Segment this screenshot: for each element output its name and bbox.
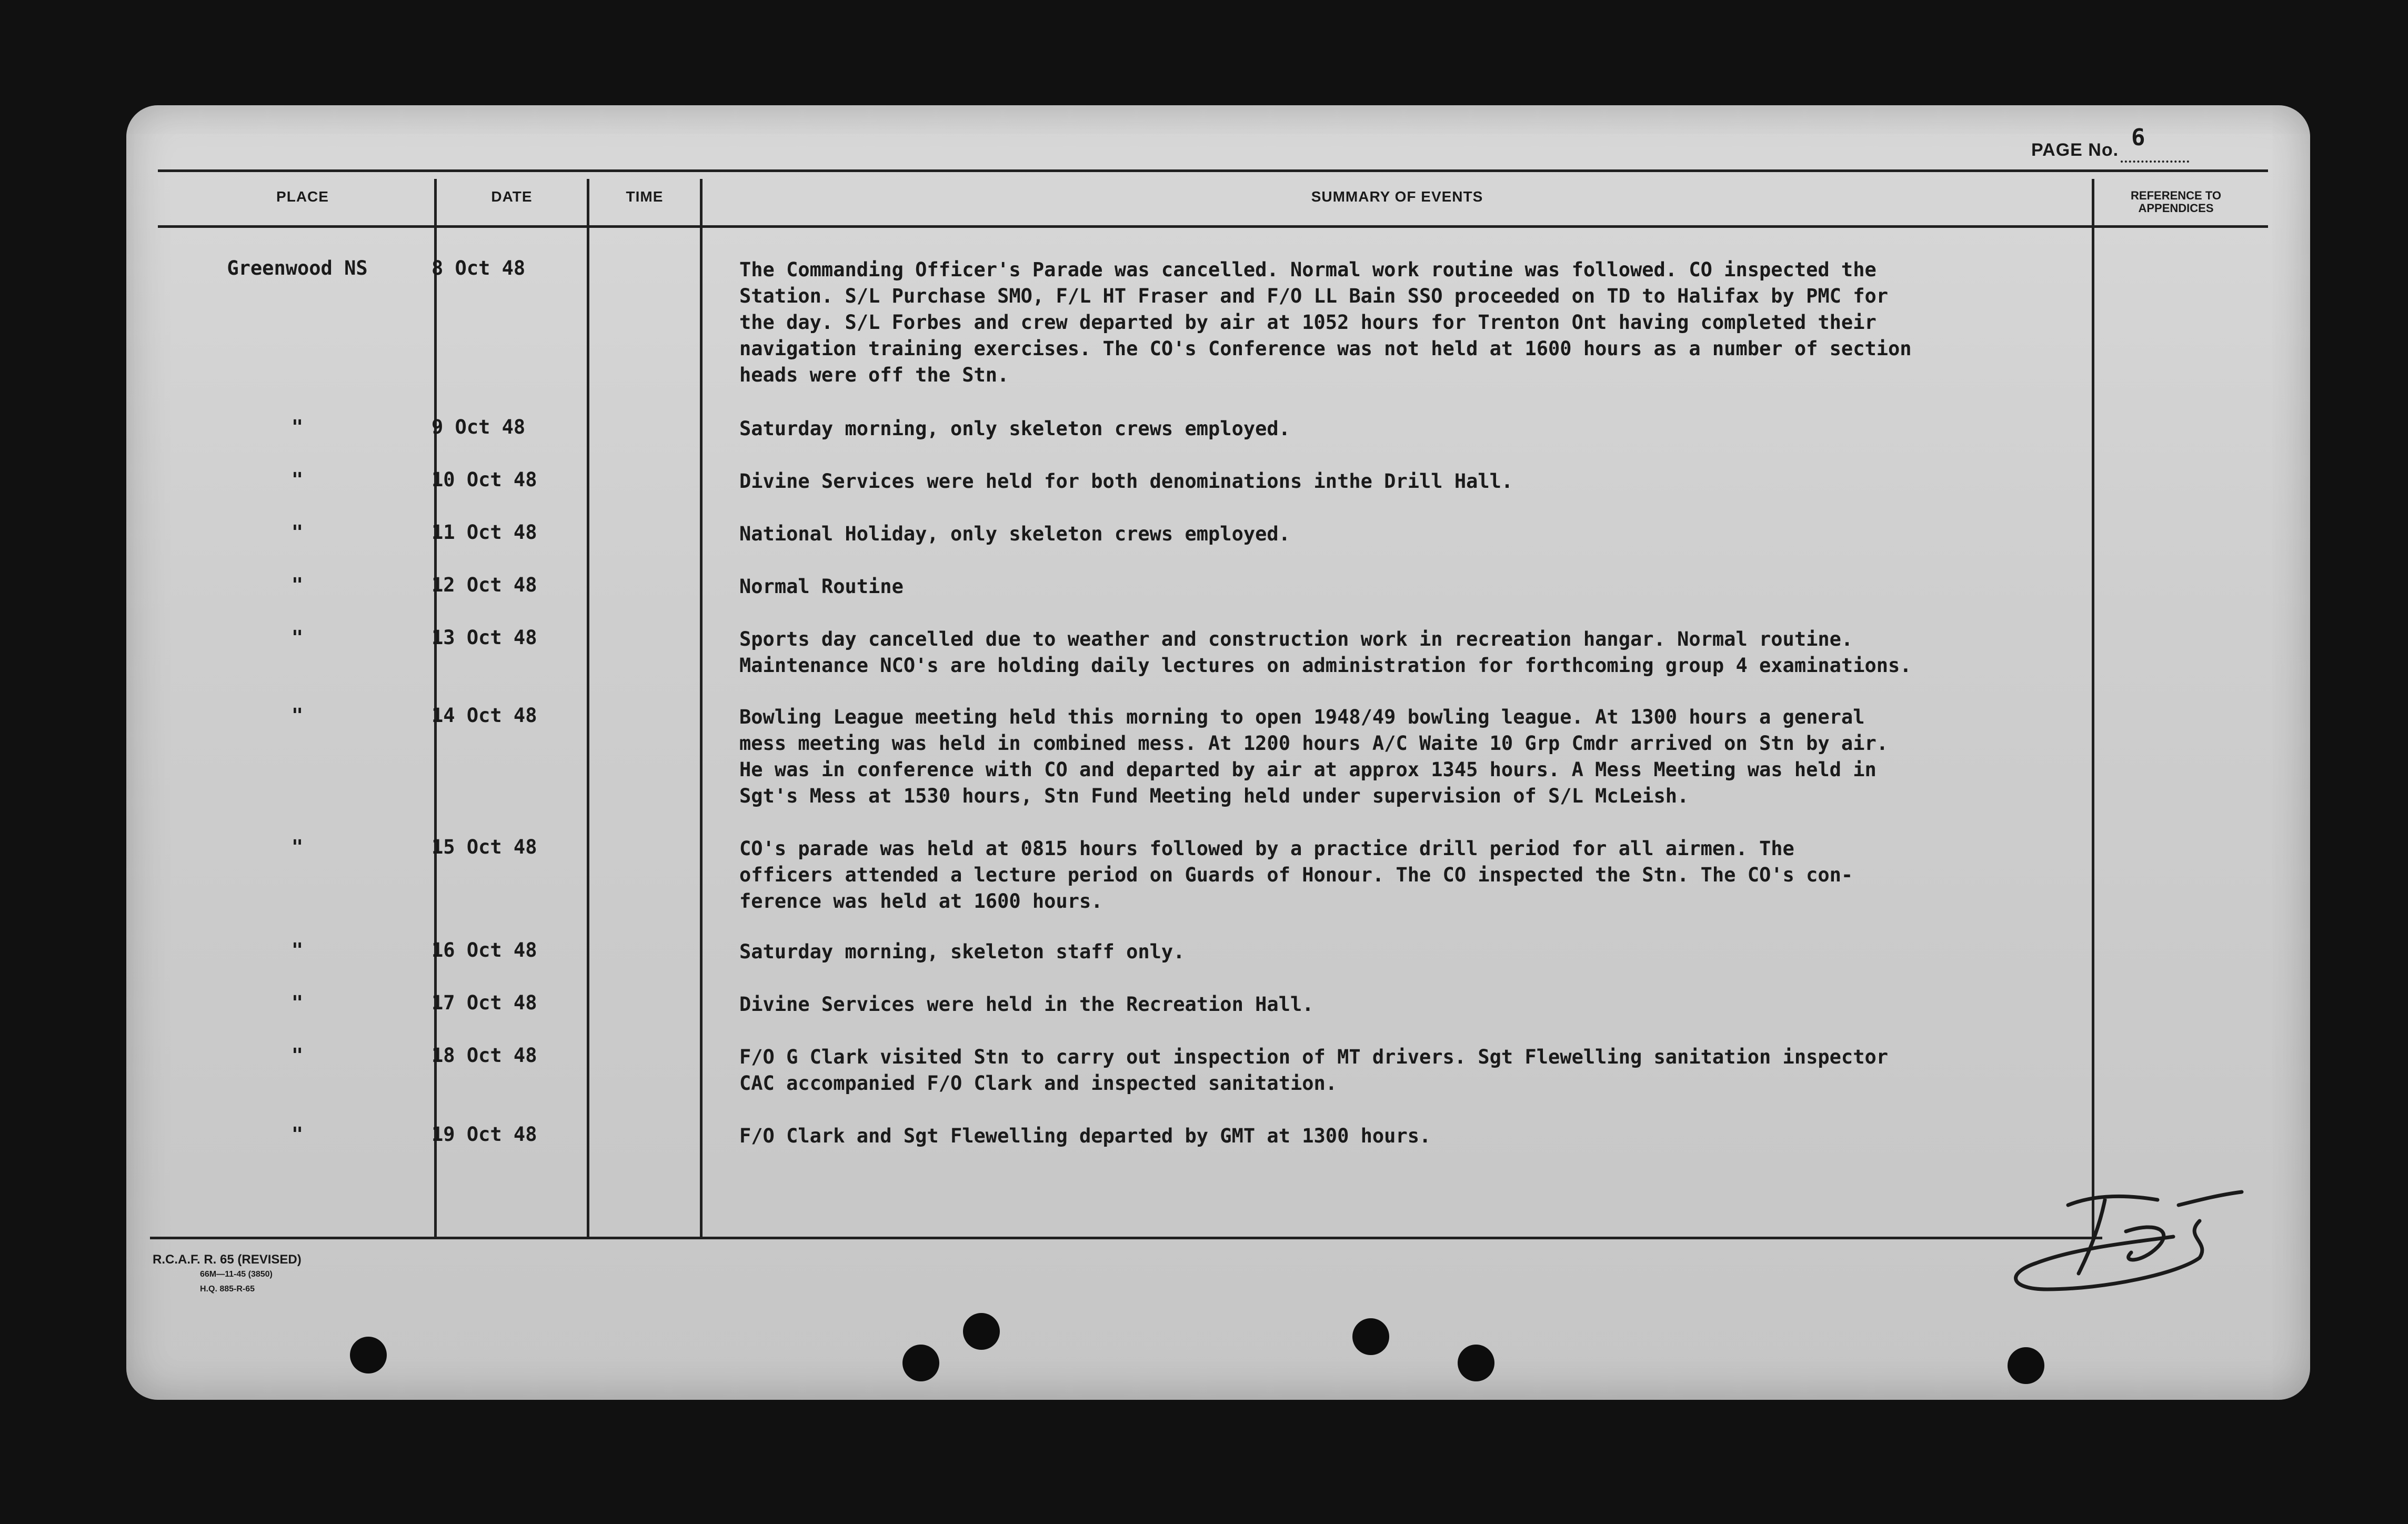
header-place: PLACE	[276, 188, 329, 205]
entry-summary: CO's parade was held at 0815 hours followed by a practice drill period for all airmen. The officers attended a lecture period on Guards of Honour. The CO inspected the Stn. The CO's con- ference was held at 1600 hours.	[739, 837, 1853, 913]
entry-summary: Divine Services were held in the Recreation Hall.	[739, 993, 1314, 1016]
form-hq-code: H.Q. 885-R-65	[200, 1285, 255, 1294]
punch-hole	[350, 1337, 387, 1373]
entry-date: 16 Oct 48	[432, 939, 537, 961]
entry-place: "	[291, 574, 304, 596]
entry-summary: Saturday morning, only skeleton crews employed.	[739, 417, 1290, 440]
header-bottom-rule	[158, 225, 2268, 228]
entry-date: 12 Oct 48	[432, 574, 537, 596]
page-number-label: PAGE No.	[2031, 140, 2119, 160]
column-divider-summary-reference	[2092, 179, 2094, 1239]
entry-summary: Sports day cancelled due to weather and construction work in recreation hangar. Normal routine. Maintenance NCO's are holding daily lectures on administration for forthcoming group 4 examinations.	[739, 628, 1912, 677]
entry-date: 17 Oct 48	[432, 991, 537, 1014]
entry-place: "	[291, 939, 304, 961]
column-divider-date-time	[587, 179, 589, 1239]
header-time: TIME	[626, 188, 664, 205]
punch-hole	[963, 1313, 1000, 1350]
header-reference: REFERENCE TO APPENDICES	[2131, 189, 2221, 215]
entry-date: 8 Oct 48	[432, 257, 526, 279]
page-number-field	[2031, 124, 2189, 163]
entry-place: "	[291, 1044, 304, 1067]
punch-hole	[902, 1345, 939, 1381]
page-number-value: 6	[2131, 124, 2146, 151]
entry-place: "	[291, 468, 304, 491]
table-top-rule	[158, 169, 2268, 172]
entry-summary: Saturday morning, skeleton staff only.	[739, 940, 1185, 963]
page-number-underline	[2121, 124, 2189, 163]
entry-place: "	[291, 416, 304, 438]
form-print-code: 66M—11-45 (3850)	[200, 1270, 273, 1279]
entry-place: "	[291, 836, 304, 858]
entry-place: "	[291, 626, 304, 649]
entry-place: "	[291, 991, 304, 1014]
header-date: DATE	[491, 188, 533, 205]
form-number: R.C.A.F. R. 65 (REVISED)	[153, 1252, 302, 1267]
handwritten-initials	[2000, 1184, 2273, 1300]
entry-date: 9 Oct 48	[432, 416, 526, 438]
form-footer	[153, 1252, 302, 1297]
entry-date: 15 Oct 48	[432, 836, 537, 858]
entry-summary: The Commanding Officer's Parade was cancelled. Normal work routine was followed. CO inspected the Station. S/L Purchase SMO, F/L HT Fraser and F/O LL Bain SSO proceeded on TD to Halifax by PMC for the day. S/L Forbes and crew departed by air at 1052 hours for Trenton Ont having completed their navigation training exercises. The CO's Conference was not held at 1600 hours as a number of section heads were off the Stn.	[739, 258, 1912, 386]
entry-place: "	[291, 704, 304, 727]
entry-date: 19 Oct 48	[432, 1123, 537, 1146]
table-bottom-rule	[150, 1237, 2102, 1239]
punch-hole	[1458, 1345, 1494, 1381]
entry-date: 11 Oct 48	[432, 521, 537, 544]
entry-summary: Bowling League meeting held this morning to open 1948/49 bowling league. At 1300 hours a general mess meeting was held in combined mess. At 1200 hours A/C Waite 10 Grp Cmdr arrived on Stn by air. He was in conference with CO and departed by air at approx 1345 hours. A Mess Meeting was held in Sgt's Mess at 1530 hours, Stn Fund Meeting held under supervision of S/L McLeish.	[739, 706, 1889, 807]
entry-summary: Normal Routine	[739, 575, 904, 598]
entry-place: Greenwood NS	[227, 257, 368, 279]
entry-date: 14 Oct 48	[432, 704, 537, 727]
entry-summary: F/O G Clark visited Stn to carry out inspection of MT drivers. Sgt Flewelling sanitation inspector CAC accompanied F/O Clark and inspected sanitation.	[739, 1046, 1889, 1095]
entry-place: "	[291, 521, 304, 544]
header-summary: SUMMARY OF EVENTS	[1311, 188, 1483, 205]
punch-hole	[2008, 1347, 2044, 1384]
entry-date: 13 Oct 48	[432, 626, 537, 649]
entry-place: "	[291, 1123, 304, 1146]
punch-hole	[1352, 1318, 1389, 1355]
column-divider-time-summary	[700, 179, 703, 1239]
entry-summary: F/O Clark and Sgt Flewelling departed by GMT at 1300 hours.	[739, 1125, 1431, 1147]
entry-date: 10 Oct 48	[432, 468, 537, 491]
entry-date: 18 Oct 48	[432, 1044, 537, 1067]
entry-summary: Divine Services were held for both denominations inthe Drill Hall.	[739, 470, 1513, 493]
entry-summary: National Holiday, only skeleton crews employed.	[739, 523, 1290, 545]
